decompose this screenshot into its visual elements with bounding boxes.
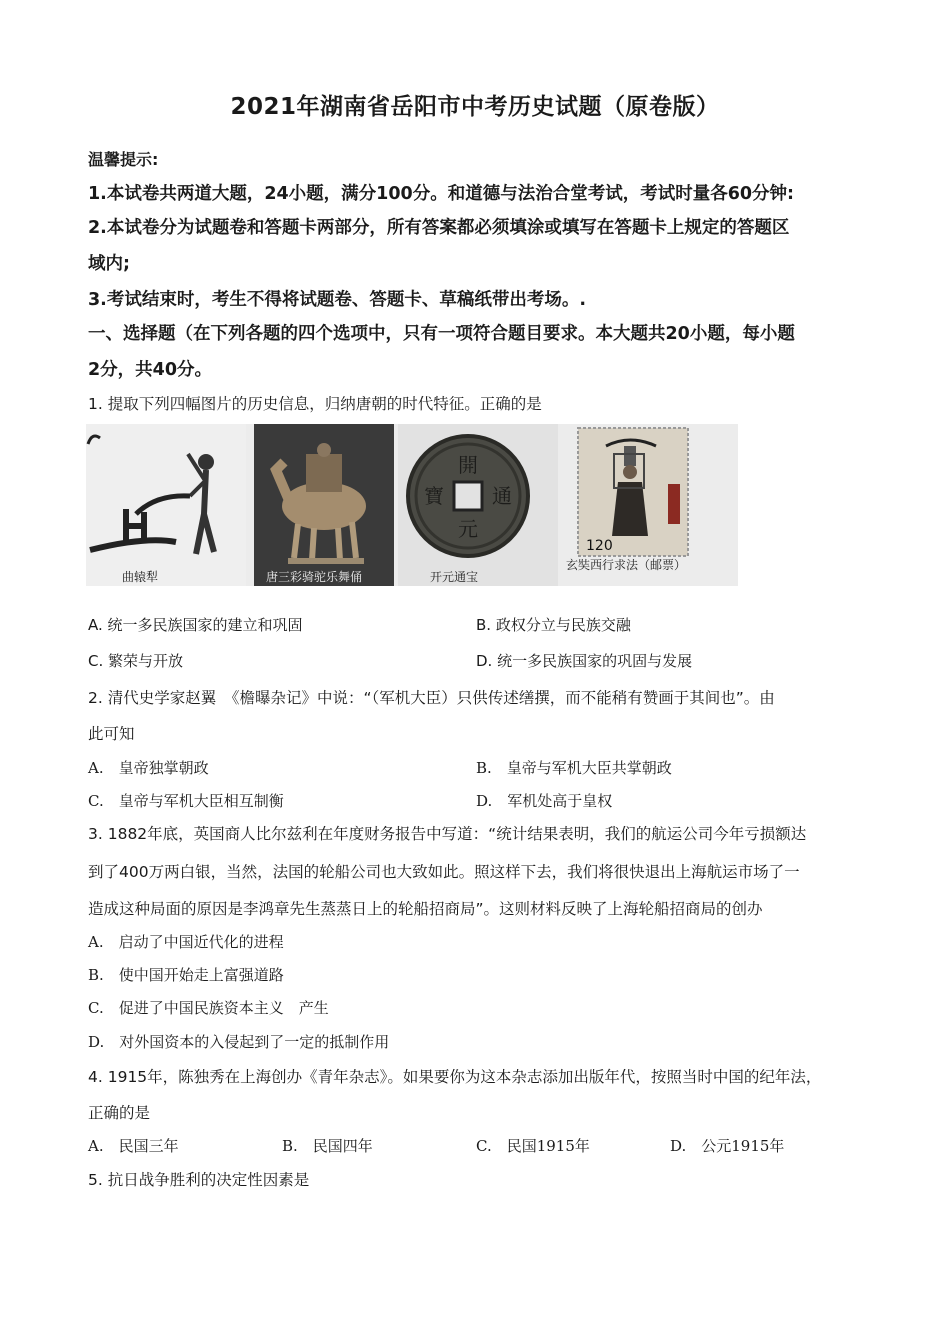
tips-heading: 温馨提示: (88, 150, 159, 169)
q4-option-d[interactable]: D. 公元1915年 (670, 1137, 785, 1155)
q1-figure (86, 424, 738, 586)
stamp-value: 120 (586, 538, 613, 554)
q3-stem-cont-2: 造成这种局面的原因是李鸿章先生蒸蒸日上的轮船招商局”。这则材料反映了上海轮船招商局的创办 (88, 900, 763, 918)
q4-stem: 4. 1915年，陈独秀在上海创办《青年杂志》。如果要你为这本杂志添加出版年代，按照当时中国的纪年法， (88, 1068, 822, 1086)
q4-option-b[interactable]: B. 民国四年 (282, 1137, 373, 1155)
q4-stem-cont: 正确的是 (88, 1104, 151, 1122)
coin-char-right: 通 (492, 484, 512, 508)
q4-option-a[interactable]: A. 民国三年 (88, 1137, 179, 1155)
q1-option-c[interactable]: C. 繁荣与开放 (88, 652, 184, 670)
q1-option-a[interactable]: A. 统一多民族国家的建立和巩固 (88, 616, 303, 634)
q1-option-b[interactable]: B. 政权分立与民族交融 (476, 616, 631, 634)
q2-stem-cont: 此可知 (88, 725, 135, 743)
tip-item-2: 2.本试卷分为试题卷和答题卡两部分，所有答案都必须填涂或填写在答题卡上规定的答题区 (88, 218, 790, 238)
q4-option-c[interactable]: C. 民国1915年 (476, 1137, 590, 1155)
q1-stem: 1. 提取下列四幅图片的历史信息，归纳唐朝的时代特征。正确的是 (88, 395, 542, 413)
tip-item-2-cont: 域内; (88, 254, 130, 274)
caption-stamp: 玄奘西行求法（邮票） (566, 558, 687, 572)
tip-item-1: 1.本试卷共两道大题，24小题，满分100分。和道德与法治合堂考试，考试时量各60分钟: (88, 184, 795, 204)
q2-option-c[interactable]: C. 皇帝与军机大臣相互制衡 (88, 792, 284, 810)
coin-char-bottom: 元 (458, 517, 478, 541)
coin-char-top: 開 (458, 453, 478, 477)
section-heading-cont: 2分，共40分。 (88, 360, 213, 380)
section-heading: 一、选择题（在下列各题的四个选项中，只有一项符合题目要求。本大题共20小题，每小题 (88, 324, 795, 344)
coin-char-left: 寶 (424, 484, 444, 508)
q2-option-b[interactable]: B. 皇帝与军机大臣共掌朝政 (476, 759, 672, 777)
q5-stem: 5. 抗日战争胜利的决定性因素是 (88, 1171, 310, 1189)
q3-option-a[interactable]: A. 启动了中国近代化的进程 (88, 933, 284, 951)
q2-stem: 2. 清代史学家赵翼 《檐曝杂记》中说：“（军机大臣）只供传述缮撰，而不能稍有赞画于其间也”。由 (88, 689, 775, 707)
caption-curved-plow: 曲辕犁 (122, 570, 159, 584)
caption-coin: 开元通宝 (430, 570, 479, 584)
q1-option-d[interactable]: D. 统一多民族国家的巩固与发展 (476, 652, 693, 670)
q3-stem-cont-1: 到了400万两白银，当然，法国的轮船公司也大致如此。照这样下去，我们将很快退出上海航运市场了一 (88, 863, 800, 881)
caption-camel: 唐三彩骑驼乐舞俑 (266, 570, 363, 584)
q3-stem: 3. 1882年底，英国商人比尔兹利在年度财务报告中写道：“统计结果表明，我们的航运公司今年亏损额达 (88, 825, 807, 843)
q3-option-b[interactable]: B. 使中国开始走上富强道路 (88, 966, 284, 984)
tip-item-3: 3.考试结束时，考生不得将试题卷、答题卡、草稿纸带出考场。. (88, 290, 586, 310)
tang-sancai-camel-image (254, 424, 394, 586)
curved-plow-image (86, 424, 246, 586)
q2-option-d[interactable]: D. 军机处高于皇权 (476, 792, 613, 810)
q2-option-a[interactable]: A. 皇帝独掌朝政 (88, 759, 209, 777)
page-title: 2021年湖南省岳阳市中考历史试题（原卷版） (230, 94, 720, 120)
q3-option-c[interactable]: C. 促进了中国民族资本主义 产生 (88, 999, 329, 1017)
q3-option-d[interactable]: D. 对外国资本的入侵起到了一定的抵制作用 (88, 1033, 390, 1051)
kaiyuan-coin-image (398, 424, 558, 586)
